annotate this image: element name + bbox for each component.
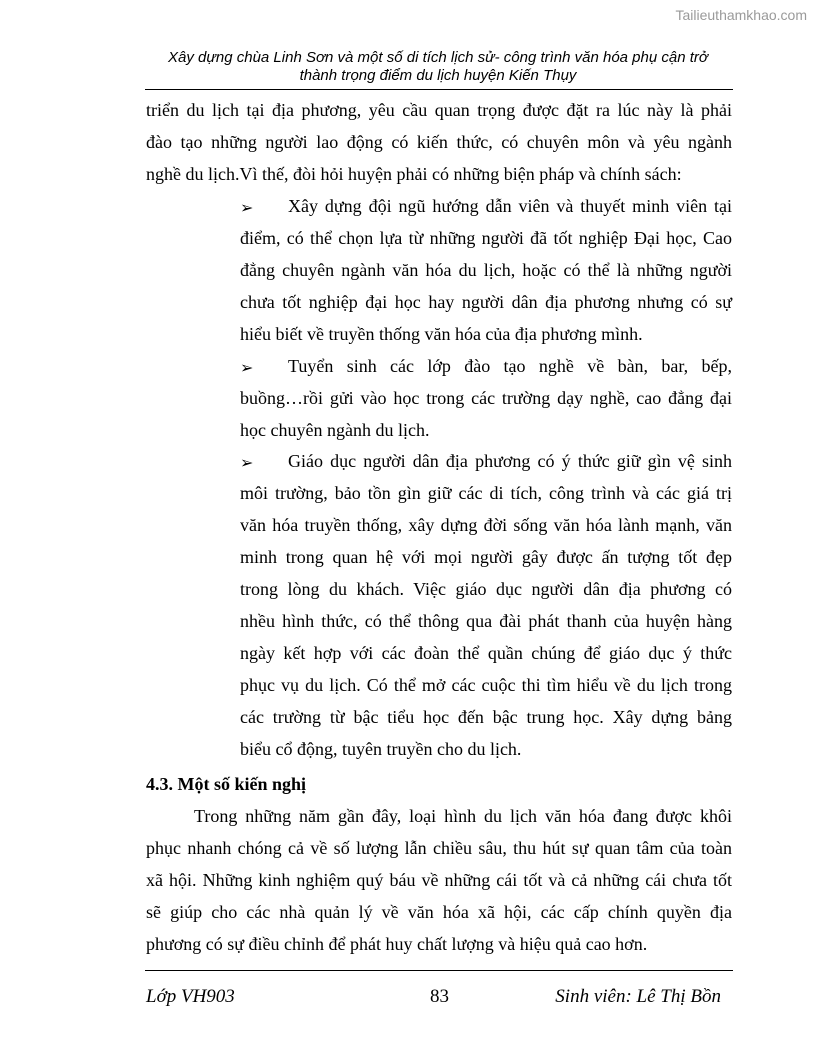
bullet-line: đẳng chuyên ngành văn hóa du lịch, hoặc có thể là những người [240,260,732,280]
bullet-arrow-icon: ➢ [240,360,254,377]
bullet-line: Xây dựng đội ngũ hướng dẫn viên và thuyết minh viên tại [288,196,732,216]
bullet-line: môi trường, bảo tồn gìn giữ các di tích, công trình và các giá trị [240,483,732,503]
bullet-line: nhều hình thức, có thể thông qua đài phát thanh của huyện hàng [240,611,732,631]
header-line-2: thành trọng điểm du lịch huyện Kiến Thụy [299,67,577,84]
bullet-line: minh trong quan hệ với mọi người gây được ấn tượng tốt đẹp [240,547,732,567]
bullet-line: học chuyên ngành du lịch. [240,420,430,440]
bullet-line: Tuyển sinh các lớp đào tạo nghề về bàn, bar, bếp, [288,356,732,376]
paragraph-line: xã hội. Những kinh nghiệm quý báu về những cái tốt và cả những cái chưa tốt [146,870,732,890]
footer-student-name: Sinh viên: Lê Thị Bồn [555,986,721,1007]
bullet-line: ngày kết hợp với các đoàn thể quần chúng để giáo dục ý thức [240,643,732,663]
footer-class-label: Lớp VH903 [146,986,235,1007]
watermark: Tailieuthamkhao.com [675,7,807,23]
bullet-line: buồng…rồi gửi vào học trong các trường dạy nghề, cao đẳng đại [240,388,732,408]
bullet-line: chưa tốt nghiệp đại học hay người dân địa phương nhưng có sự [240,292,732,312]
bullet-arrow-icon: ➢ [240,200,254,217]
body-line: đào tạo những người lao động có kiến thức, có chuyên môn và yêu ngành [146,132,732,152]
bullet-line: điểm, có thể chọn lựa từ những người đã tốt nghiệp Đại học, Cao [240,228,732,248]
body-line: triển du lịch tại địa phương, yêu cầu quan trọng được đặt ra lúc này là phải [146,100,732,120]
body-line: nghề du lịch.Vì thế, đòi hỏi huyện phải có những biện pháp và chính sách: [146,164,682,184]
paragraph-line: phương có sự điều chỉnh để phát huy chất lượng và hiệu quả cao hơn. [146,934,648,954]
header-line-1: Xây dựng chùa Linh Sơn và một số di tích lịch sử- công trình văn hóa phụ cận trở [168,49,708,66]
bullet-line: các trường từ bậc tiểu học đến bậc trung học. Xây dựng bảng [240,707,732,727]
bullet-line: trong lòng du khách. Việc giáo dục người dân địa phương có [240,579,732,599]
bullet-line: Giáo dục người dân địa phương có ý thức giữ gìn vệ sinh [288,451,732,471]
paragraph-line: Trong những năm gần đây, loại hình du lịch văn hóa đang được khôi [194,806,732,826]
page-number: 83 [430,986,449,1007]
bullet-line: phục vụ du lịch. Có thể mở các cuộc thi tìm hiểu về du lịch trong [240,675,732,695]
paragraph-line: sẽ giúp cho các nhà quản lý về văn hóa xã hội, các cấp chính quyền địa [146,902,732,922]
header-divider [145,89,733,90]
footer-divider [145,970,733,971]
bullet-arrow-icon: ➢ [240,455,254,472]
bullet-line: hiểu biết về truyền thống văn hóa của địa phương mình. [240,324,643,344]
section-heading: 4.3. Một số kiến nghị [146,774,307,794]
running-header [128,49,748,85]
paragraph-line: phục nhanh chóng cả về số lượng lẫn chiều sâu, thu hút sự quan tâm của toàn [146,838,732,858]
bullet-line: văn hóa truyền thống, xây dựng đời sống văn hóa lành mạnh, văn [240,515,732,535]
bullet-line: biểu cổ động, tuyên truyền cho du lịch. [240,739,522,759]
